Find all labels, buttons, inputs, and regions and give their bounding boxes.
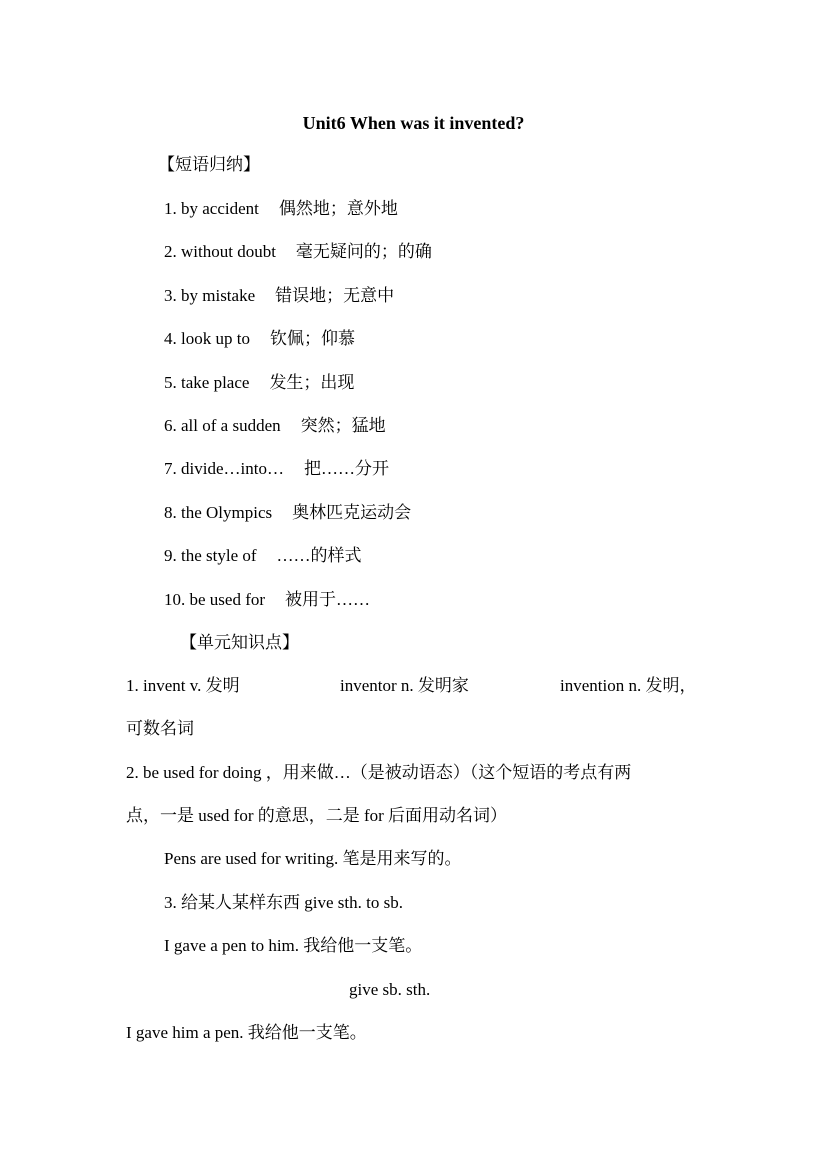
word-inventor: inventor n. 发明家 xyxy=(340,676,469,695)
example-sentence: I gave a pen to him. 我给他一支笔。 xyxy=(164,936,423,955)
phrase-meaning: 毫无疑问的；的确 xyxy=(295,242,432,261)
phrase-meaning: 被用于…… xyxy=(285,590,371,609)
phrase-english: 5. take place xyxy=(164,373,250,392)
phrase-english: 7. divide…into… xyxy=(164,459,284,478)
point-text: 3. 给某人某样东西 give sth. to sb. xyxy=(164,893,403,912)
phrase-english: 6. all of a sudden xyxy=(164,416,281,435)
phrase-item xyxy=(164,328,355,350)
phrase-item xyxy=(164,545,362,567)
phrase-item xyxy=(164,198,398,220)
phrase-english: 1. by accident xyxy=(164,199,259,218)
example-sentence: I gave him a pen. 我给他一支笔。 xyxy=(126,1023,367,1042)
section-heading-knowledge: 【单元知识点】 xyxy=(180,633,299,652)
phrase-meaning: 发生；出现 xyxy=(269,373,355,392)
phrase-item xyxy=(164,458,389,480)
word-invent: 1. invent v. 发明 xyxy=(126,676,240,695)
phrase-meaning: ……的样式 xyxy=(276,546,362,565)
point-text: 2. be used for doing ，用来做…（是被动语态）（这个短语的考点有两 xyxy=(126,763,632,782)
phrase-english: 8. the Olympics xyxy=(164,503,273,522)
phrase-meaning: 偶然地；意外地 xyxy=(278,199,398,218)
alternate-structure: give sb. sth. xyxy=(349,980,431,999)
phrase-item xyxy=(164,415,386,437)
phrase-meaning: 钦佩；仰慕 xyxy=(269,329,355,348)
phrase-english: 9. the style of xyxy=(164,546,257,565)
word-invention: invention n. 发明， xyxy=(560,676,697,695)
phrase-meaning: 突然；猛地 xyxy=(300,416,386,435)
phrase-meaning: 错误地；无意中 xyxy=(275,286,395,305)
phrase-item xyxy=(164,285,394,307)
page-title: Unit6 When was it invented? xyxy=(302,113,525,133)
phrase-english: 4. look up to xyxy=(164,329,250,348)
point-continuation: 可数名词 xyxy=(126,719,194,738)
phrase-english: 2. without doubt xyxy=(164,242,276,261)
example-sentence: Pens are used for writing. 笔是用来写的。 xyxy=(164,849,462,868)
phrase-item xyxy=(164,589,370,611)
point-text: 点，一是 used for 的意思，二是 for 后面用动名词） xyxy=(126,806,508,825)
phrase-english: 10. be used for xyxy=(164,590,266,609)
phrase-meaning: 奥林匹克运动会 xyxy=(292,503,412,522)
phrase-item xyxy=(164,241,432,263)
phrase-item xyxy=(164,372,354,394)
phrase-meaning: 把……分开 xyxy=(303,459,389,478)
phrase-english: 3. by mistake xyxy=(164,286,256,305)
phrase-item xyxy=(164,502,411,524)
section-heading-phrases: 【短语归纳】 xyxy=(158,155,260,174)
